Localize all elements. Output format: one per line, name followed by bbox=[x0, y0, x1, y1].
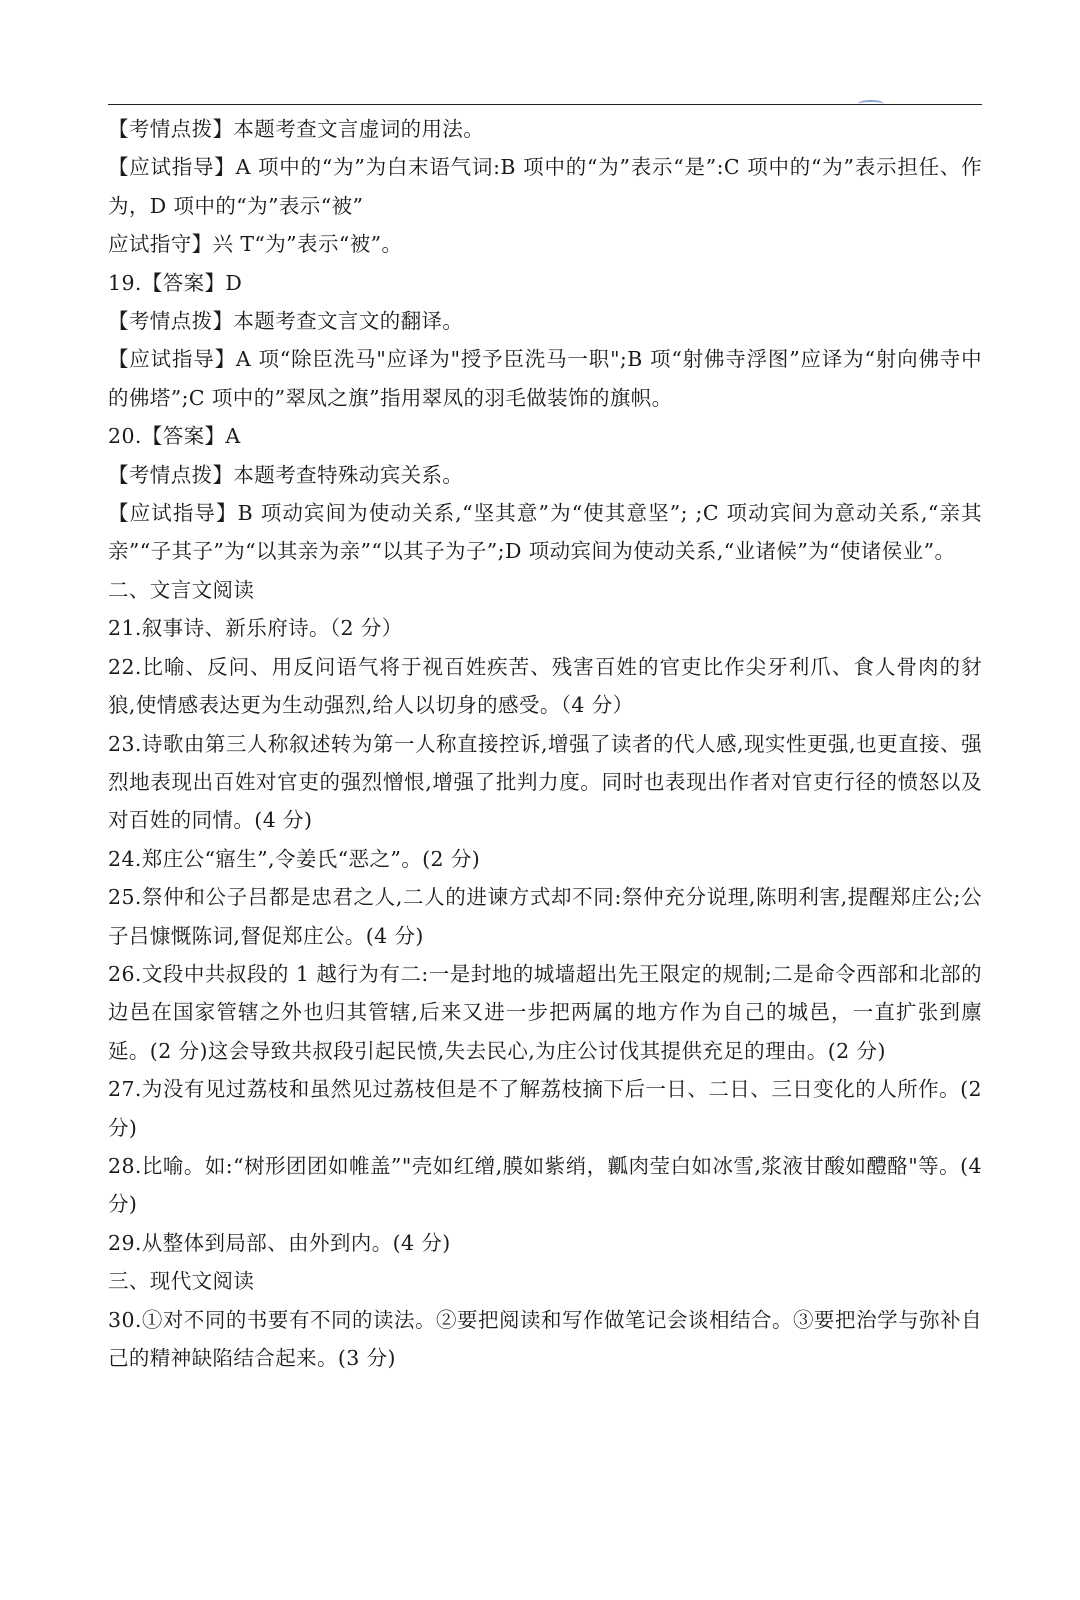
answer-24: 24.郑庄公“寤生”,令姜氏“恶之”。(2 分) bbox=[108, 846, 481, 871]
section-heading-2: 二、文言文阅读 bbox=[108, 577, 255, 602]
answer-22: 22.比喻、反问、用反问语气将于视百姓疾苦、残害百姓的官吏比作尖牙利爪、食人骨肉的豺狼,使情感表达更为生动强烈,给人以切身的感受。（4 分） bbox=[108, 654, 982, 718]
answer-20: 20.【答案】A bbox=[108, 424, 241, 449]
text-line-6: 【应试指导】A 项“除臣洗马"应译为"授予臣洗马一职";B 项“射佛寺浮图”应译为“射向佛寺中的佛塔”;C 项中的”翠凤之旗”指用翠凤的羽毛做装饰的旗帜。 bbox=[108, 347, 982, 410]
text-line-1: 【考情点拨】本题考查文言虚词的用法。 bbox=[108, 117, 485, 141]
answer-25: 25.祭仲和公子吕都是忠君之人,二人的进谏方式却不同:祭仲充分说理,陈明利害,提醒郑庄公;公子吕慷慨陈词,督促郑庄公。(4 分) bbox=[108, 885, 982, 948]
answer-27: 27.为没有见过荔枝和虽然见过荔枝但是不了解荔枝摘下后一日、二日、三日变化的人所作。(2 分) bbox=[108, 1077, 982, 1140]
header-mark bbox=[858, 100, 884, 108]
text-line-3: 应试指守】兴 T“为”表示“被”。 bbox=[108, 232, 403, 257]
section-heading-3: 三、现代文阅读 bbox=[108, 1269, 255, 1294]
document-body bbox=[108, 110, 982, 1377]
answer-23: 23.诗歌由第三人称叙述转为第一人称直接控诉,增强了读者的代人感,现实性更强,也更直接、强烈地表现出百姓对官吏的强烈憎恨,增强了批判力度。同时也表现出作者对官吏行径的愤怒以及对百姓的同情。(4 分) bbox=[108, 731, 982, 833]
text-line-8: 【考情点拨】本题考查特殊动宾关系。 bbox=[108, 462, 464, 487]
answer-26: 26.文段中共叔段的 1 越行为有二:一是封地的城墙超出先王限定的规制;二是命令西部和北部的边邑在国家管辖之外也归其管辖,后来又进一步把两属的地方作为自己的城邑，一直扩张到廪延。(2 分)这会导致共叔段引起民愤,失去民心,为庄公讨伐其提供充足的理由。(2 分) bbox=[108, 961, 982, 1063]
answer-19: 19.【答案】D bbox=[108, 270, 243, 295]
answer-21: 21.叙事诗、新乐府诗。（2 分） bbox=[108, 616, 403, 641]
text-line-2: 【应试指导】A 项中的“为”为白末语气词:B 项中的“为”表示“是”:C 项中的“为”表示担任、作为，D 项中的“为”表示“被” bbox=[108, 155, 982, 218]
answer-28: 28.比喻。如:“树形团团如帷盖”"壳如红缯,膜如紫绡，瓤肉莹白如冰雪,浆液甘酸如醴酪"等。(4 分) bbox=[108, 1153, 982, 1217]
answer-29: 29.从整体到局部、由外到内。(4 分) bbox=[108, 1230, 451, 1255]
text-line-5: 【考情点拨】本题考查文言文的翻译。 bbox=[108, 309, 464, 334]
answer-30: 30.①对不同的书要有不同的读法。②要把阅读和写作做笔记会谈相结合。③要把治学与弥补自己的精神缺陷结合起来。(3 分) bbox=[108, 1307, 982, 1370]
header-rule bbox=[108, 104, 982, 105]
text-line-9: 【应试指导】B 项动宾间为使动关系,“坚其意”为“使其意坚”; ;C 项动宾间为意动关系,“亲其亲”“子其子”为“以其亲为亲”“以其子为子”;D 项动宾间为使动关系,“业诸候”为“使诸侯业”。 bbox=[108, 501, 982, 564]
